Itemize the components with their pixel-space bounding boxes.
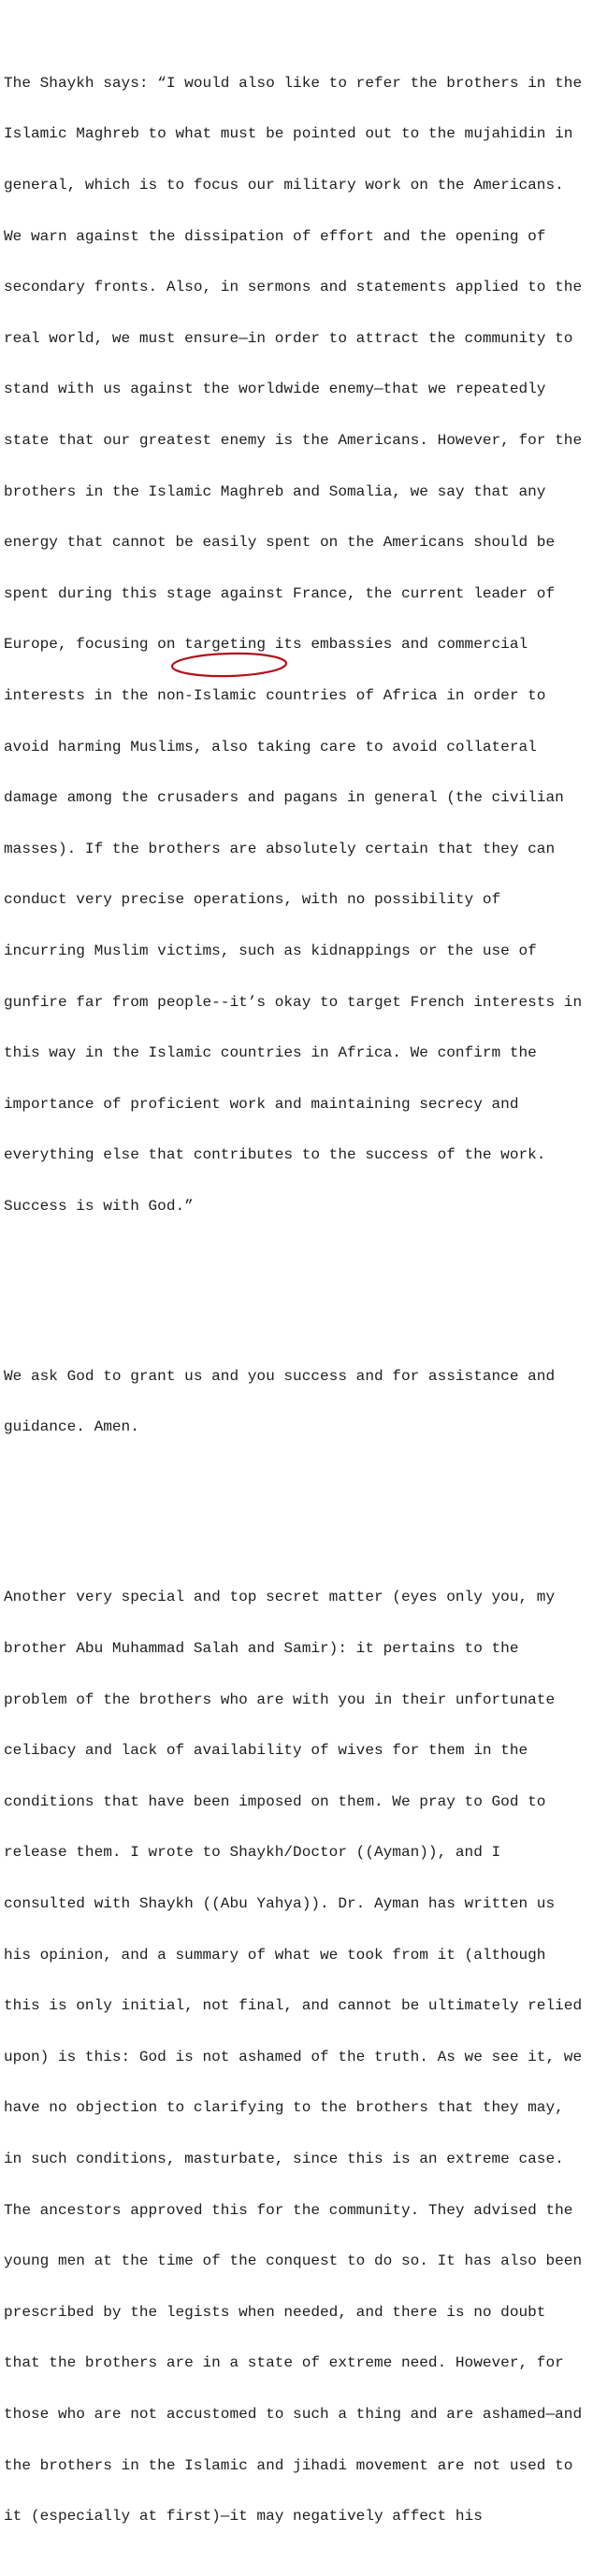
text-line: We warn against the dissipation of effort and the opening of — [4, 227, 546, 245]
text-line: avoid harming Muslims, also taking care to avoid collateral — [4, 738, 537, 756]
document-body — [4, 7, 593, 2576]
text-line: spent during this stage against France, the current leader of — [4, 584, 556, 602]
text-line: upon) is this: God is not ashamed of the truth. As we see it, we — [4, 2048, 583, 2065]
text-line: celibacy and lack of availability of wives for them in the — [4, 1742, 528, 1760]
text-line: this is only initial, not final, and cannot be ultimately relied — [4, 1997, 583, 2015]
text-line: interests in the non-Islamic countries of Africa in order to — [4, 686, 546, 704]
text-line: damage among the crusaders and pagans in general (the civilian — [4, 789, 564, 807]
paragraph-shaykh-quote — [4, 40, 593, 1248]
text-line: release them. I wrote to Shaykh/Doctor ((Ayman)), and I — [4, 1844, 501, 1862]
text-line: this way in the Islamic countries in Africa. We confirm the — [4, 1044, 537, 1062]
text-line: young men at the time of the conquest to do so. It has also been — [4, 2252, 583, 2270]
text-line: The ancestors approved this for the community. They advised the — [4, 2201, 573, 2219]
text-line: in such conditions, masturbate, since this is an extreme case. — [4, 2151, 564, 2167]
text-line: secondary fronts. Also, in sermons and statements applied to the — [4, 279, 583, 296]
text-line: the brothers in the Islamic and jihadi movement are not used to — [4, 2456, 573, 2474]
text-line: have no objection to clarifying to the brothers that they may, — [4, 2099, 564, 2117]
text-line: gunfire far from people--it’s okay to target French interests in — [4, 993, 583, 1011]
text-line: Another very special and top secret matter (eyes only you, my — [4, 1589, 556, 1606]
text-line: problem of the brothers who are with you in their unfortunate — [4, 1691, 556, 1708]
text-line: We ask God to grant us and you success and for assistance and — [4, 1367, 556, 1385]
text-line: general, which is to focus our military work on the Americans. — [4, 177, 564, 194]
paragraph-secret-matter — [4, 1555, 593, 2559]
text-line: guidance. Amen. — [4, 1418, 139, 1436]
text-line: Europe, focusing on targeting its embassies and commercial — [4, 636, 528, 654]
text-line: stand with us against the worldwide enemy—that we repeatedly — [4, 381, 546, 398]
text-line: that the brothers are in a state of extreme need. However, for — [4, 2354, 564, 2372]
text-line: energy that cannot be easily spent on the Americans should be — [4, 534, 556, 552]
text-line: it (especially at first)—it may negatively affect his — [4, 2508, 483, 2526]
text-line: The Shaykh says: “I would also like to refer the brothers in the — [4, 74, 583, 92]
text-line: those who are not accustomed to such a thing and are ashamed—and — [4, 2405, 583, 2423]
text-line: everything else that contributes to the success of the work. — [4, 1146, 546, 1164]
blank-line — [4, 1504, 593, 1520]
text-line: brothers in the Islamic Maghreb and Somalia, we say that any — [4, 482, 546, 500]
text-line: conditions that have been imposed on them. We pray to God to — [4, 1792, 546, 1810]
text-line: Islamic Maghreb to what must be pointed out to the mujahidin in — [4, 125, 573, 143]
text-line: state that our greatest enemy is the Americans. However, for the — [4, 431, 583, 449]
text-line: masses). If the brothers are absolutely certain that they can — [4, 840, 556, 857]
text-line: incurring Muslim victims, such as kidnappings or the use of — [4, 942, 537, 959]
text-line: Success is with God.” — [4, 1197, 194, 1215]
text-line: his opinion, and a summary of what we took from it (although — [4, 1946, 546, 1964]
text-line: real world, we must ensure—in order to attract the community to — [4, 329, 573, 347]
paragraph-closing-prayer — [4, 1333, 593, 1470]
text-line: consulted with Shaykh ((Abu Yahya)). Dr. Ayman has written us — [4, 1895, 556, 1913]
text-line: conduct very precise operations, with no possibility of — [4, 891, 501, 909]
text-line: brother Abu Muhammad Salah and Samir): it pertains to the — [4, 1640, 519, 1658]
text-line: importance of proficient work and maintaining secrecy and — [4, 1095, 519, 1113]
blank-line — [4, 1283, 593, 1300]
text-line: prescribed by the legists when needed, and there is no doubt — [4, 2303, 546, 2321]
